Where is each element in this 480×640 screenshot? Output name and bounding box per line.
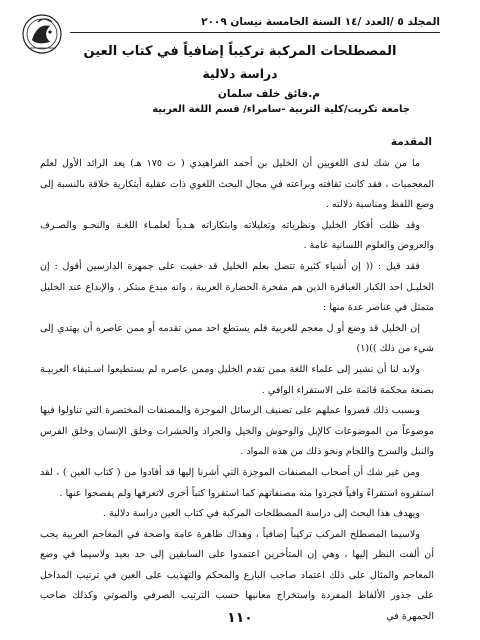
author-name: م.فائق خلف سلمان <box>217 88 320 100</box>
paragraph: ويهدف هذا البحث إلى دراسة المصطلحات المركبة في كتاب العين دراسة دلالية . <box>102 508 420 520</box>
article-title: المصطلحات المركبة تركيباً إضافياً في كتاب العين <box>83 44 397 59</box>
paragraph: ولابد لنا أن نشير إلى علماء اللغة ممن تقدم الخليل وممن عاصره لم يستطيعوا اسـتيفاء العربيـة بصنعة محكمة قائمة على الاستقراء الوافي . <box>40 363 434 396</box>
paragraph: إن الخليل قد وضع أو ل معجم للعربية فلم يستطع احد ممن تقدمه أو ممن عاصره أن يهتدي إلى شيء من ذلك ))(١) <box>40 322 434 355</box>
author-affiliation: جامعة تكريت/كلية التربية -سامراء/ قسم اللغة العربية <box>152 104 410 115</box>
article-subtitle: دراسة دلالية <box>202 66 278 81</box>
paragraph: فقد قيل : (( إن أشياء كثيرة تتصل بعلم الخليل قد خفيت على جمهرة الدارسين أقول : إن الخليـل احد الكبار العباقرة الذين هم مفخرة الحضارة العربية ، وانه مبدع مبتكر ، والإبداع عند الخليل متمثل في عناصر عدة منها : <box>40 260 434 314</box>
page-number: ١١٠ <box>227 610 253 626</box>
body-text <box>40 154 434 628</box>
journal-issue-line: المجلد ٥ /العدد /١٤ السنة الخامسة نيسان ٢٠٠٩ <box>201 16 440 28</box>
paragraph: وقد ظلت أفكار الخليل ونظرياته وتعليلاته وابتكاراته هـدياً لعلمـاء اللغـة والنحـو والصـرف والعروض والعلوم اللسانية عامة . <box>40 219 434 252</box>
paragraph: ما من شك لدى اللغويين أن الخليل بن أحمد الفراهيدي ( ت ١٧٥ هـ) يعد الرائد الأول لعلم المعجميات ، فقد كانت ثقافته وبراعته في مجال البحث اللغوي ذات عقلية أبتكارية خلاقة بالنسبة إلى وضع اللفظ ومناسبة دلالته . <box>40 158 434 211</box>
section-heading: المقدمة <box>390 136 432 148</box>
paragraph: وبسبب ذلك قصروا عملهم على تصنيف الرسائل الموجزة والمصنفات المختصرة التي تناولوا فيها موضوعاً من الموضوعات كالإبل والوحوش والخيل والجراد والحشرات وخلق الإنسان وخلق الفرس والنبل والسرج واللجام ونحو ذلك من هذه المواد . <box>40 405 434 458</box>
paragraph: ومن غير شك أن أصحاب المصنفات الموجزة التي أشرنا إليها قد أفادوا من ( كتاب العين ) ، لقد استقروه استقراءً وافياً فجردوا منه مصنفاتهم كما استقروا كتباً أخرى لاتعرفها ولم يفصحوا عنها . <box>40 466 434 499</box>
header-divider <box>70 32 440 33</box>
paragraph: ولاسيما المصطلح المركب تركيباً إضافياً ، وهذاك ظاهرة عامة واضحة في المعاجم العربية يجب أن ألفت النظر إليها ، وهي إن المتأخرين اعتمدوا على السابقين إلى حد بعيد ولاسيما في وضع المعاجم والمثال على ذلك اعتماد صاحب البارع والمحكم والتهذيب على العين في ترتيب المداخل على جذور الألفاظ المفردة واستخراج معانيها حسب الترتيب الصرفي والصوتي وكذلك صاحب الجمهرة في <box>40 528 434 623</box>
